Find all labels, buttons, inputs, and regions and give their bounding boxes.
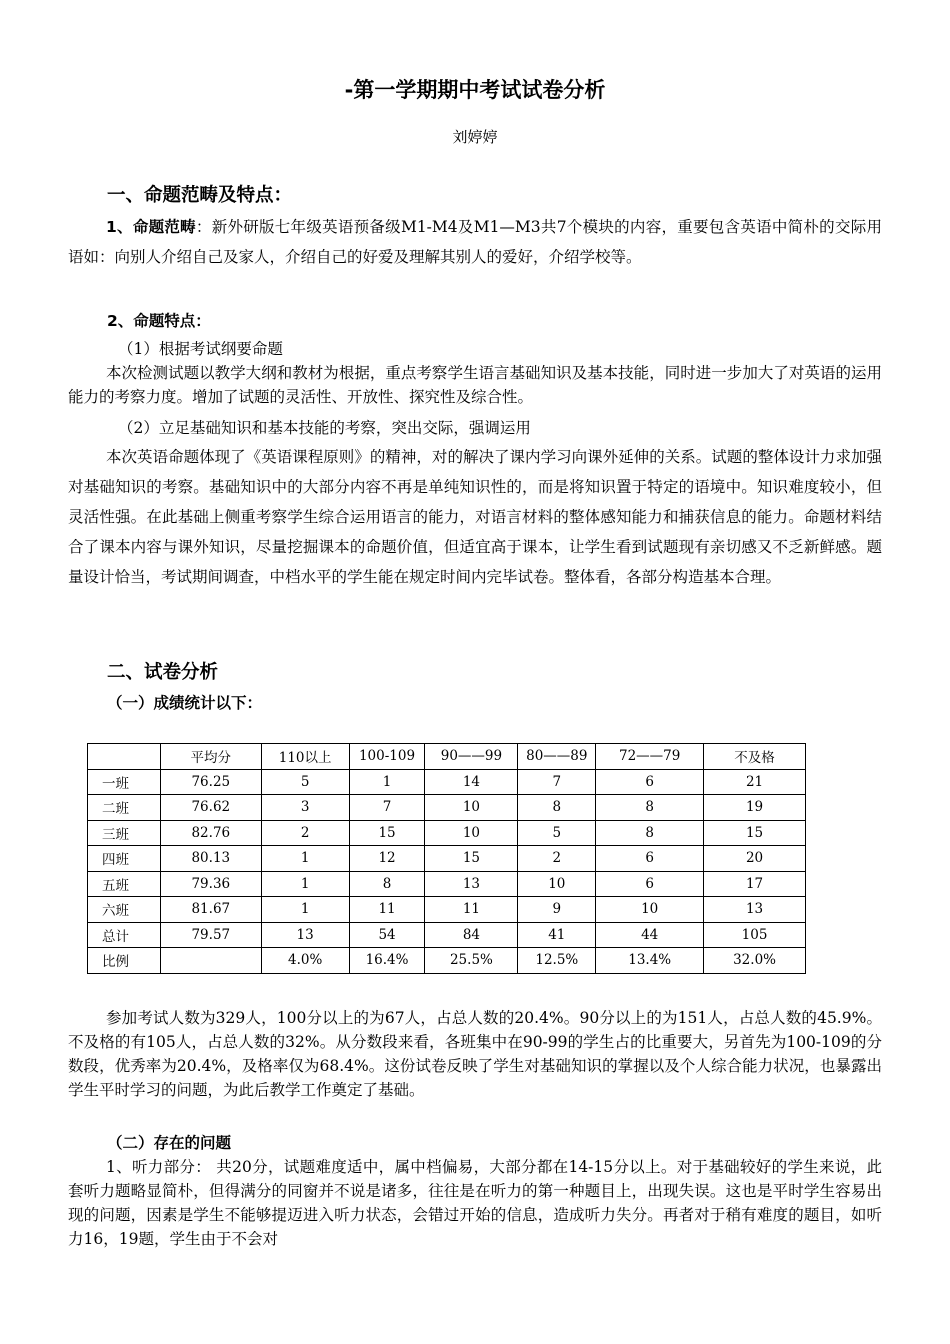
table-cell: 84 bbox=[425, 922, 518, 948]
table-cell: 8 bbox=[349, 871, 425, 897]
table-cell: 105 bbox=[704, 922, 806, 948]
table-cell: 79.36 bbox=[160, 871, 261, 897]
table-cell: 8 bbox=[596, 795, 704, 821]
table-row bbox=[88, 922, 806, 948]
table-row bbox=[88, 948, 806, 974]
table-cell: 7 bbox=[349, 795, 425, 821]
feature-2-paragraph: 本次英语命题体现了《英语课程原则》的精神，对的解决了课内学习向课外延伸的关系。试题的整体设计力求加强对基础知识的考察。基础知识中的大部分内容不再是单纯知识性的，而是将知识置于特定的语境中。知识难度较小，但灵活性强。在此基础上侧重考察学生综合运用语言的能力，对语言材料的整体感知能力和捕获信息的能力。命题材料结合了课本内容与课外知识，尽量挖掘课本的命题价值，但适宜高于课本，让学生看到试题现有亲切感又不乏新鲜感。题量设计恰当，考试期间调查，中档水平的学生能在规定时间内完毕试卷。整体看，各部分构造基本合理。 bbox=[68, 448, 882, 586]
table-header-cell: 110以上 bbox=[261, 744, 349, 770]
table-cell: 15 bbox=[704, 820, 806, 846]
table-cell: 13 bbox=[425, 871, 518, 897]
feature-1-paragraph: 本次检测试题以教学大纲和教材为根据，重点考察学生语言基础知识及基本技能，同时进一步加大了对英语的运用能力的考察力度。增加了试题的灵活性、开放性、探究性及综合性。 bbox=[68, 364, 882, 406]
table-cell: 10 bbox=[596, 897, 704, 923]
table-cell: 9 bbox=[518, 897, 596, 923]
table-cell: 12 bbox=[349, 846, 425, 872]
table-cell: 1 bbox=[261, 846, 349, 872]
table-header-row bbox=[88, 744, 806, 770]
table-cell: 44 bbox=[596, 922, 704, 948]
table-cell: 17 bbox=[704, 871, 806, 897]
table-cell: 54 bbox=[349, 922, 425, 948]
table-cell: 8 bbox=[596, 820, 704, 846]
score-stats-heading: （一）成绩统计以下： bbox=[107, 694, 263, 712]
class-label-cell: 六班 bbox=[88, 897, 161, 923]
class-label-cell: 总计 bbox=[88, 922, 161, 948]
class-label-cell: 四班 bbox=[88, 846, 161, 872]
table-cell: 3 bbox=[261, 795, 349, 821]
class-label-cell: 三班 bbox=[88, 820, 161, 846]
table-cell: 2 bbox=[518, 846, 596, 872]
table-cell: 11 bbox=[349, 897, 425, 923]
table-header-cell: 72——79 bbox=[596, 744, 704, 770]
table-cell: 7 bbox=[518, 769, 596, 795]
table-cell: 20 bbox=[704, 846, 806, 872]
table-cell: 6 bbox=[596, 846, 704, 872]
feature-1-title: （1）根据考试纲要命题 bbox=[118, 340, 283, 358]
table-cell: 10 bbox=[518, 871, 596, 897]
table-row bbox=[88, 795, 806, 821]
table-cell: 16.4% bbox=[349, 948, 425, 974]
section-1-heading: 一、命题范畴及特点： bbox=[107, 185, 293, 206]
scope-paragraph bbox=[68, 212, 882, 272]
table-cell: 32.0% bbox=[704, 948, 806, 974]
table-cell: 80.13 bbox=[160, 846, 261, 872]
table-cell: 6 bbox=[596, 769, 704, 795]
table-row bbox=[88, 871, 806, 897]
table-header-cell: 不及格 bbox=[704, 744, 806, 770]
listening-paragraph: 1、听力部分： 共20分，试题难度适中，属中档偏易，大部分都在14-15分以上。对于基础较好的学生来说，此套听力题略显简朴，但得满分的同窗并不说是诸多，往往是在听力的第一种题目上，出现失误。这也是平时学生容易出现的问题，因素是学生不能够提迈进入听力状态，会错过开始的信息，造成听力失分。再者对于稍有难度的题目，如听力16，19题，学生由于不会对 bbox=[68, 1158, 882, 1248]
scope-label: 1、命题范畴 bbox=[106, 218, 196, 236]
score-table bbox=[87, 743, 806, 974]
table-cell: 10 bbox=[425, 795, 518, 821]
document-title: -第一学期期中考试试卷分析 bbox=[344, 78, 606, 102]
table-cell: 5 bbox=[261, 769, 349, 795]
table-cell: 10 bbox=[425, 820, 518, 846]
table-cell: 15 bbox=[349, 820, 425, 846]
table-row bbox=[88, 769, 806, 795]
table-cell: 4.0% bbox=[261, 948, 349, 974]
table-cell: 76.62 bbox=[160, 795, 261, 821]
table-cell: 13 bbox=[261, 922, 349, 948]
table-cell: 5 bbox=[518, 820, 596, 846]
class-label-cell: 比例 bbox=[88, 948, 161, 974]
table-cell: 19 bbox=[704, 795, 806, 821]
table-cell: 12.5% bbox=[518, 948, 596, 974]
table-cell: 1 bbox=[349, 769, 425, 795]
table-cell: 13.4% bbox=[596, 948, 704, 974]
table-cell: 13 bbox=[704, 897, 806, 923]
table-cell: 76.25 bbox=[160, 769, 261, 795]
table-cell: 6 bbox=[596, 871, 704, 897]
table-cell: 8 bbox=[518, 795, 596, 821]
table-cell: 21 bbox=[704, 769, 806, 795]
table-cell: 2 bbox=[261, 820, 349, 846]
author-name: 刘婷婷 bbox=[452, 128, 498, 146]
table-header-cell: 80——89 bbox=[518, 744, 596, 770]
class-label-cell: 五班 bbox=[88, 871, 161, 897]
table-cell: 82.76 bbox=[160, 820, 261, 846]
table-cell: 41 bbox=[518, 922, 596, 948]
section-2-heading: 二、试卷分析 bbox=[107, 662, 219, 683]
table-row bbox=[88, 846, 806, 872]
table-cell: 79.57 bbox=[160, 922, 261, 948]
table-cell: 14 bbox=[425, 769, 518, 795]
score-summary-paragraph: 参加考试人数为329人，100分以上的为67人，占总人数的20.4%。90分以上的为151人，占总人数的45.9%。不及格的有105人，占总人数的32%。从分数段来看，各班集中在90-99的学生占的比重要大，另首先为100-109的分数段，优秀率为20.4%，及格率仅为68.4%。这份试卷反映了学生对基础知识的掌握以及个人综合能力状况，也暴露出学生平时学习的问题，为此后教学工作奠定了基础。 bbox=[68, 1009, 882, 1099]
table-cell: 1 bbox=[261, 897, 349, 923]
class-label-cell: 一班 bbox=[88, 769, 161, 795]
features-heading: 2、命题特点： bbox=[107, 312, 211, 330]
table-cell: 1 bbox=[261, 871, 349, 897]
table-row bbox=[88, 820, 806, 846]
problems-heading: （二）存在的问题 bbox=[107, 1134, 232, 1152]
table-header-cell: 90——99 bbox=[425, 744, 518, 770]
scope-text: ：新外研版七年级英语预备级M1-M4及M1—M3共7个模块的内容，重要包含英语中简朴的交际用语如：向别人介绍自己及家人，介绍自己的好爱及理解其别人的爱好，介绍学校等。 bbox=[68, 218, 882, 266]
table-header-cell: 100-109 bbox=[349, 744, 425, 770]
table-cell: 81.67 bbox=[160, 897, 261, 923]
table-cell: 25.5% bbox=[425, 948, 518, 974]
class-label-cell: 二班 bbox=[88, 795, 161, 821]
table-cell: 15 bbox=[425, 846, 518, 872]
table-header-cell bbox=[88, 744, 161, 770]
table-cell: 11 bbox=[425, 897, 518, 923]
table-row bbox=[88, 897, 806, 923]
feature-2-title: （2）立足基础知识和基本技能的考察，突出交际，强调运用 bbox=[118, 419, 531, 437]
table-header-cell: 平均分 bbox=[160, 744, 261, 770]
table-cell bbox=[160, 948, 261, 974]
